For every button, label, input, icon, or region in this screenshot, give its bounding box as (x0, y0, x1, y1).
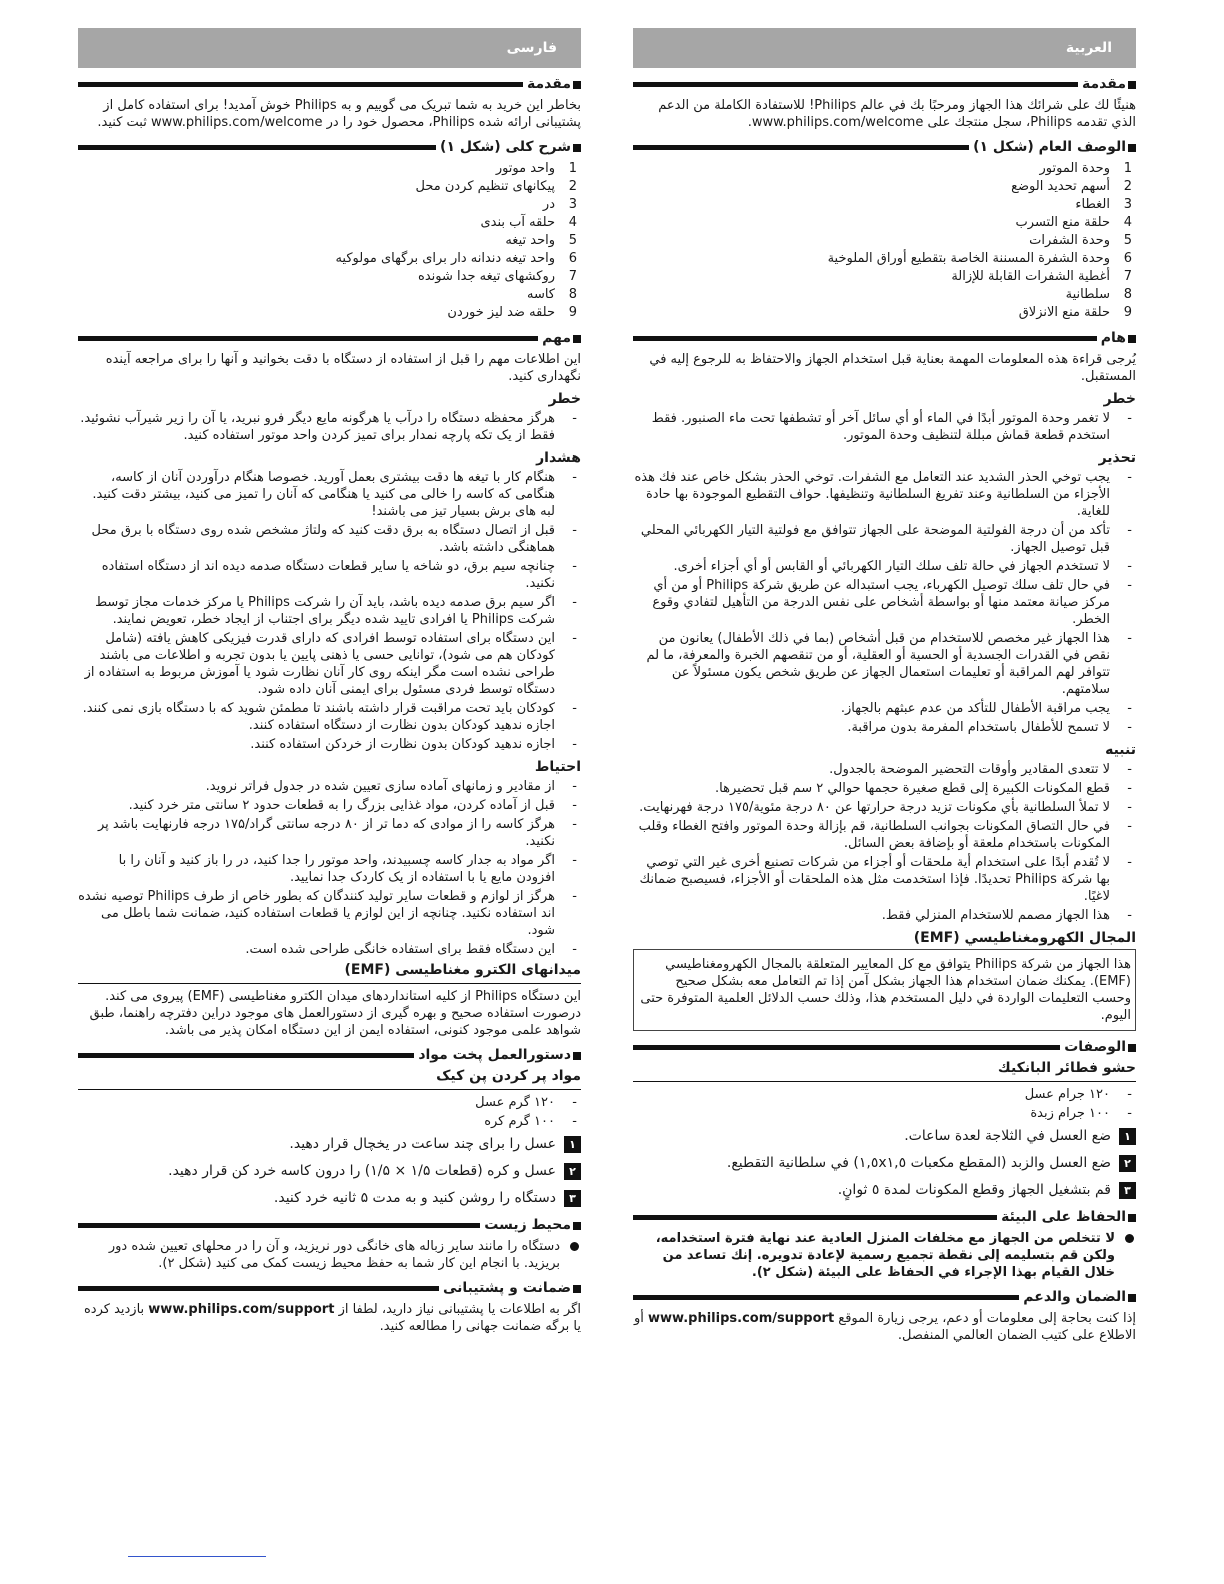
list-item: 8 سلطانية (1065, 287, 1132, 302)
list-item: 6 واحد تیغه دندانه دار برای برگهای مولوکیه (335, 251, 577, 266)
list-item: - هذا الجهاز مصمم للاستخدام المنزلي فقط. (881, 908, 1132, 923)
section-heading (78, 1047, 581, 1064)
environment-item: لا تتخلص من الجهاز مع مخلفات المنزل العادية عند نهاية فترة استخدامه، ولكن قم بتسليمه إلى نقطة تجميع رسمية لإعادة تدويره. إنك تساعد من خلال القيام بهذا الإجراء في الحفاظ على البيئة (شكل ٢). (633, 1230, 1136, 1281)
emf-text: این دستگاه Philips از کلیه استانداردهای میدان الکترو مغناطیسی (EMF) پیروی می کند. درصورت استفاده صحیح و بهره گیری از دستورالعمل های موجود دراین دفترچه راهنما، طبق شواهد علمی موجود کنونی، استفاده ایمن از این دستگاه امکان پذیر می باشد. (89, 989, 581, 1038)
intro-title: مقدمة (1082, 76, 1126, 92)
section-heading (78, 1217, 581, 1234)
support-link[interactable]: www.philips.com/support (148, 1302, 335, 1317)
list-item: - قبل از آماده کردن، مواد غذایی بزرگ را به قطعات حدود ۲ سانتی متر خرد کنید. (128, 798, 577, 813)
section-heading (633, 76, 1136, 93)
list-item: 9 حلقه ضد لیز خوردن (447, 305, 577, 320)
warning-list (78, 469, 581, 753)
list-item: 4 حلقه آب بندی (480, 215, 577, 230)
list-item: - هرگز محفظه دستگاه را درآب یا هرگونه مایع دیگر فرو نبرید، یا آن را زیر شیرآب نشوئید. فقط از یک تکه پارچه نمدار برای تمیز کردن واحد موتور استفاده کنید. (80, 411, 577, 443)
step-item: ۳ دستگاه را روشن کنید و به مدت ۵ ثانیه خرد کنید. (78, 1190, 581, 1207)
important-text: این اطلاعات مهم را قبل از استفاده از دستگاه با دقت بخوانید و آنها را برای مراجعه آینده نگهداری کنید. (105, 352, 581, 384)
intro-text: بخاطر این خرید به شما تبریک می گوییم و به Philips خوش آمدید! برای استفاده کامل از پشتیبانی ارائه شده Philips، محصول خود را در www.philips.com/welcome ثبت کنید. (97, 98, 581, 130)
recipe-steps (78, 1136, 581, 1207)
overview-title: شرح کلی (شکل ۱) (440, 139, 571, 155)
list-item: 2 أسهم تحديد الوضع (1011, 179, 1132, 194)
list-item: 6 وحدة الشفرة المسننة الخاصة بتقطيع أوراق الملوخية (827, 251, 1132, 266)
important-text: يُرجى قراءة هذه المعلومات المهمة بعناية قبل استخدام الجهاز والاحتفاظ به للرجوع إليه في المستقبل. (649, 352, 1136, 384)
list-item: - هرگز از لوازم و قطعات سایر تولید کنندگان که بطور خاص از طرف Philips توصیه نشده اند استفاده نکنید. چنانچه از این لوازم یا قطعات استفاده کنید، ضمانت شما باطل می شود. (78, 889, 577, 938)
environment-item: دستگاه را مانند سایر زباله های خانگی دور نریزید، و آن را در محلهای تعیین شده دور بریزید. با انجام این کار شما به حفظ محیط زیست کمک می کنید (شکل ۲). (78, 1238, 581, 1272)
list-item: 7 روکشهای تیغه جدا شونده (418, 269, 577, 284)
step-item: ١ ضع العسل في الثلاجة لعدة ساعات. (633, 1128, 1136, 1145)
section-heading (78, 76, 581, 93)
list-item: - هرگز کاسه را از موادی که دما تر از ۸۰ درجه سانتی گراد/۱۷۵ درجه فارنهایت باشد پر نکنید. (97, 817, 577, 849)
list-item: 3 در (542, 197, 577, 212)
list-item: - لا تسمح للأطفال باستخدام المفرمة بدون مراقبة. (847, 720, 1132, 735)
caution-title: احتیاط (534, 759, 581, 775)
recipe-subtitle: مواد پر کردن پن کیک (78, 1068, 581, 1090)
list-item: - لا تملأ السلطانية بأي مكونات تزيد درجة حرارتها عن ٨٠ درجة مئوية/١٧٥ درجة فهرنهايت. (639, 800, 1132, 815)
warning-title: تحذير (1098, 450, 1136, 466)
warning-list (633, 469, 1136, 736)
danger-title: خطر (1103, 391, 1136, 407)
emf-text: هذا الجهاز من شركة Philips يتوافق مع كل المعايير المتعلقة بالمجال الكهرومغناطيسي (EMF). يمكنك ضمان استخدام هذا الجهاز بشكل آمن إذا تم التعامل معه بشكل صحيح وحسب التعليمات الواردة في دليل المستخدم هذا، وذلك حسب الدلائل العلمية المتوفرة حتى اليوم. (633, 949, 1136, 1031)
list-item: 5 وحدة الشفرات (1029, 233, 1132, 248)
list-item: - از مقادیر و زمانهای آماده سازی تعیین شده در جدول فراتر نروید. (205, 779, 577, 794)
overview-list (633, 160, 1136, 322)
overview-list (78, 160, 581, 322)
section-heading (633, 1209, 1136, 1226)
important-title: مهم (542, 330, 571, 346)
list-item: - يجب مراقبة الأطفال للتأكد من عدم عبثهم بالجهاز. (840, 701, 1132, 716)
section-heading (78, 330, 581, 347)
list-item: - تأكد من أن درجة الفولتية الموضحة على الجهاز تتوافق مع فولتية التيار الكهربائي المحلي قبل توصيل الجهاز. (640, 523, 1132, 555)
list-item: - يجب توخي الحذر الشديد عند التعامل مع الشفرات. توخي الحذر بشكل خاص عند فك هذه الأجزاء من السلطانية وعند تفريغ السلطانية وتنظيفها. حواف التقطيع الموجودة بها حادة للغاية. (634, 470, 1132, 519)
intro-text: هنيئًا لك على شرائك هذا الجهاز ومرحبًا بك في عالم Philips! للاستفادة الكاملة من الدعم الذي تقدمه Philips، سجل منتجك على www.philips.com/welcome. (658, 98, 1136, 130)
list-item: - اگر سیم برق صدمه دیده باشد، باید آن را شرکت Philips یا مرکز خدمات مجاز توسط شرکت Philips یا افرادی تایید شده دیگر برای اجتناب از ایجاد خطر، تعویض نمایند. (95, 595, 577, 627)
list-item: 3 الغطاء (1075, 197, 1132, 212)
list-item: - ١٢٠ جرام عسل (1024, 1087, 1132, 1102)
list-item: - ۱۰۰ گرم کره (484, 1114, 577, 1129)
bullet-icon (570, 1242, 579, 1251)
environment-title: محیط زیست (484, 1217, 571, 1233)
list-item: 4 حلقة منع التسرب (1015, 215, 1132, 230)
caution-title: تنبيه (1105, 742, 1136, 758)
important-title: هام (1100, 330, 1126, 346)
danger-list (78, 410, 581, 444)
section-heading (633, 139, 1136, 156)
guarantee-title: الضمان والدعم (1023, 1289, 1126, 1305)
list-item: - لا تُقدم أبدًا على استخدام أية ملحقات أو أجزاء من شركات تصنيع أخرى غير التي توصي بها شركة Philips تحديدًا. فإذا استخدمت مثل هذه الملحقات أو الأجزاء، فسيصبح ضمانك لاغيًا. (639, 855, 1132, 904)
list-item: - هذا الجهاز غير مخصص للاستخدام من قبل أشخاص (بما في ذلك الأطفال) يعانون من نقص في القدرات الجسدية أو الحسية أو العقلية، أو من تنقصهم الخبرة والمعرفة، ما لم تتوافر لهم المراقبة أو تعليمات استعمال الجهاز عن طريق شخص يكون مسئولاً عن سلامتهم. (646, 631, 1132, 697)
overview-title: الوصف العام (شكل ١) (973, 139, 1126, 155)
footer-divider (128, 1556, 266, 1557)
section-heading (78, 139, 581, 156)
section-heading (633, 1289, 1136, 1306)
guarantee-title: ضمانت و پشتیبانی (442, 1280, 571, 1296)
list-item: - این دستگاه برای استفاده توسط افرادی که دارای قدرت فیزیکی کاهش یافته (شامل کودکان هم می شود)، توانایی حسی یا ذهنی پایین یا بدون تجربه و اطلاعات می باشند طراحی نشده است مگر اینکه روی کار آنان نظارت شود یا آموزش مربوط به استفاده از دستگاه توسط فردی مسئول برای ایمنی آنان داده شود. (84, 631, 577, 697)
recipe-title: الوصفات (1064, 1039, 1126, 1055)
list-item: - هنگام کار با تیغه ها دقت بیشتری بعمل آورید. خصوصا هنگام درآوردن آنان از کاسه، هنگامی که کاسه را خالی می کنید یا هنگامی که آنان را تمیز می کنید، بیشتر دقت کنید. لبه های برش بسیار تیز می باشند! (92, 470, 577, 519)
list-item: - قطع المكونات الكبيرة إلى قطع صغيرة حجمها حوالي ٢ سم قبل تحضيرها. (715, 781, 1132, 796)
list-item: - ١٠٠ جرام زبدة (1030, 1106, 1132, 1121)
danger-list (633, 410, 1136, 444)
list-item: - في حال التصاق المكونات بجوانب السلطانية، قم بإزالة وحدة الموتور وافتح الغطاء وقلب المكونات باستخدام ملعقة أو بإضافة بعض السائل. (638, 819, 1132, 851)
step-item: ٣ قم بتشغيل الجهاز وقطع المكونات لمدة ٥ ثوانٍ. (633, 1182, 1136, 1199)
guarantee-text: إذا كنت بحاجة إلى معلومات أو دعم، يرجى زيارة الموقع www.philips.com/support أو الاطلاع على كتيب الضمان العالمي المنفصل. (633, 1311, 1136, 1343)
recipe-subtitle: حشو فطائر البانكيك (633, 1060, 1136, 1082)
recipe-steps (633, 1128, 1136, 1199)
list-item: - کودکان باید تحت مراقبت قرار داشته باشند تا مطمئن شوید که با دستگاه بازی نمی کنند. اجازه ندهید کودکان بدون نظارت از دستگاه استفاده کنند. (82, 701, 577, 733)
bullet-icon (1125, 1234, 1134, 1243)
list-item: - ۱۲۰ گرم عسل (475, 1095, 577, 1110)
list-item: 8 کاسه (526, 287, 577, 302)
list-item: - لا تستخدم الجهاز في حالة تلف سلك التيار الكهربائي أو القابس أو أي أجزاء أخرى. (673, 559, 1132, 574)
list-item: 1 وحدة الموتور (1039, 161, 1132, 176)
list-item: - چنانچه سیم برق، دو شاخه یا سایر قطعات دستگاه صدمه دیده اند از دستگاه استفاده نکنید. (101, 559, 577, 591)
list-item: 9 حلقة منع الانزلاق (1018, 305, 1132, 320)
list-item: - اجازه ندهید کودکان بدون نظارت از خردکن استفاده کنند. (250, 737, 577, 752)
step-item: ۲ عسل و کره (قطعات ۱/۵ × ۱/۵) را درون کاسه خرد کن قرار دهید. (78, 1163, 581, 1180)
section-heading (78, 1280, 581, 1297)
list-item: - لا تغمر وحدة الموتور أبدًا في الماء أو أي سائل آخر أو تشطفها تحت ماء الصنبور. فقط استخدم قطعة قماش مبللة لتنظيف وحدة الموتور. (651, 411, 1132, 443)
language-header: العربية (633, 28, 1136, 68)
intro-title: مقدمة (527, 76, 571, 92)
list-item: 1 واحد موتور (495, 161, 577, 176)
emf-title: المجال الكهرومغناطيسي (EMF) (913, 930, 1136, 946)
emf-title: میدانهای الکترو مغناطیسی (EMF) (78, 962, 581, 984)
list-item: - این دستگاه فقط برای استفاده خانگی طراحی شده است. (245, 942, 577, 957)
caution-list (633, 761, 1136, 924)
section-heading (633, 330, 1136, 347)
section-heading (633, 1039, 1136, 1056)
list-item: - في حال تلف سلك توصيل الكهرباء، يجب استبداله عن طريق شركة Philips أو من أي مركز صيانة معتمد منها أو بواسطة أشخاص على نفس الدرجة من التأهيل لتفادي وقوع الخطر. (652, 578, 1132, 627)
list-item: - لا تتعدى المقادير وأوقات التحضير الموضحة بالجدول. (829, 762, 1132, 777)
arabic-column (633, 28, 1136, 1348)
ingredient-list (78, 1094, 581, 1130)
support-link[interactable]: www.philips.com/support (648, 1311, 835, 1326)
guarantee-text: اگر به اطلاعات یا پشتیبانی نیاز دارید، لطفا از www.philips.com/support بازدید کرده یا برگه ضمانت جهانی را مطالعه کنید. (83, 1302, 581, 1334)
persian-column (78, 28, 581, 1339)
step-item: ٢ ضع العسل والزبد (المقطع مكعبات ١,٥x١,٥) في سلطانية التقطيع. (633, 1155, 1136, 1172)
list-item: 5 واحد تیغه (505, 233, 577, 248)
list-item: 2 پیکانهای تنظیم کردن محل (415, 179, 577, 194)
step-item: ۱ عسل را برای چند ساعت در یخچال قرار دهید. (78, 1136, 581, 1153)
list-item: - اگر مواد به جدار کاسه چسبیدند، واحد موتور را جدا کنید، در را باز کنید و آنان را با افزودن مایع یا با استفاده از یک کاردک جدا نمایید. (118, 853, 577, 885)
ingredient-list (633, 1086, 1136, 1122)
caution-list (78, 778, 581, 958)
language-header: فارسی (78, 28, 581, 68)
recipe-title: دستورالعمل پخت مواد (418, 1047, 571, 1063)
danger-title: خطر (548, 391, 581, 407)
list-item: 7 أغطية الشفرات القابلة للإزالة (951, 269, 1132, 284)
warning-title: هشدار (536, 450, 581, 466)
environment-title: الحفاظ على البيئة (1001, 1209, 1126, 1225)
list-item: - قبل از اتصال دستگاه به برق دقت کنید که ولتاژ مشخص شده روی دستگاه با برق محل هماهنگی داشته باشد. (91, 523, 577, 555)
